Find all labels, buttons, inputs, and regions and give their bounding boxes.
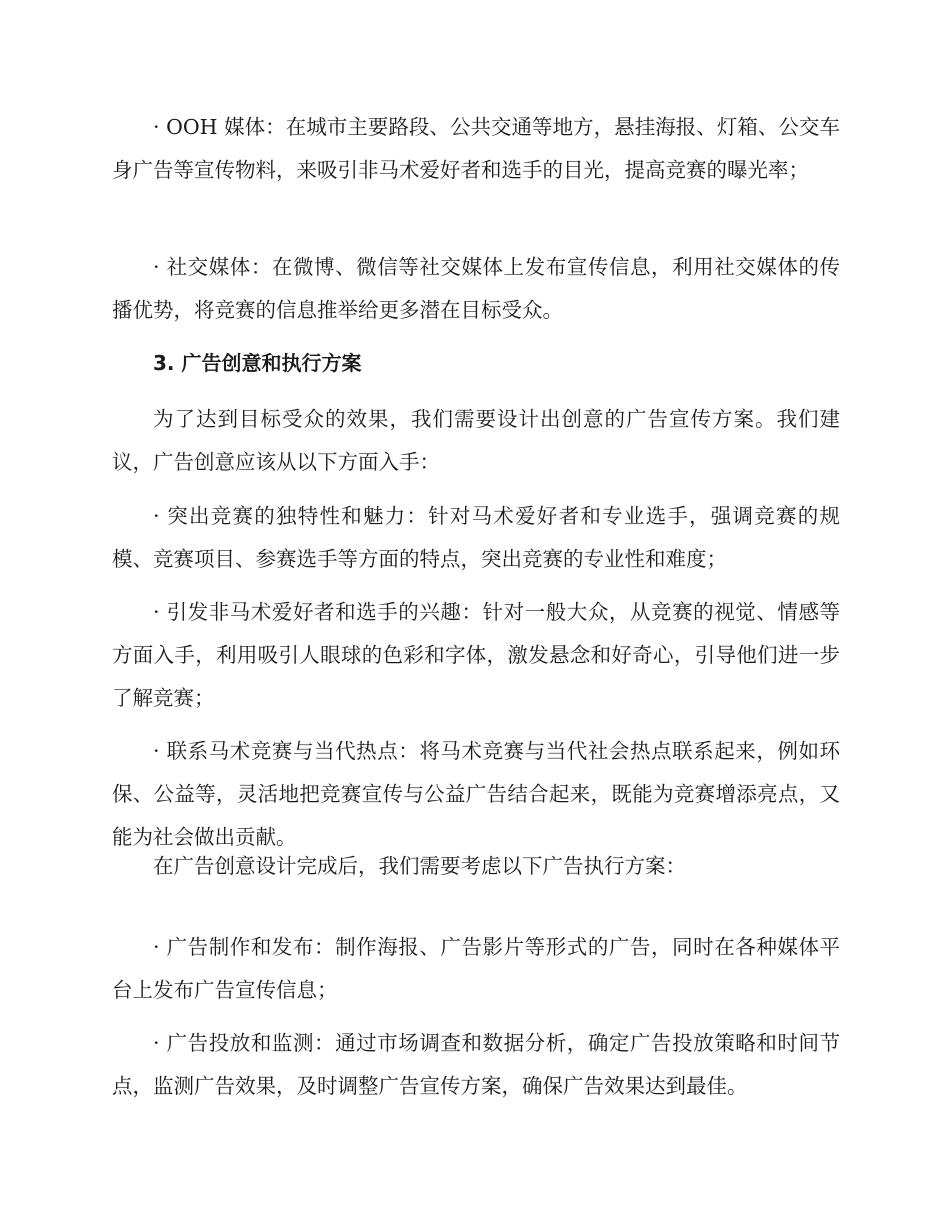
paragraph-social-media: · 社交媒体：在微博、微信等社交媒体上发布宣传信息，利用社交媒体的传播优势，将竞赛的信息推举给更多潜在目标受众。 [112, 255, 840, 322]
paragraph-interest: · 引发非马术爱好者和选手的兴趣：针对一般大众，从竞赛的视觉、情感等方面入手，利用吸引人眼球的色彩和字体，激发悬念和好奇心，引导他们进一步了解竞赛； [112, 600, 840, 710]
paragraph-production: · 广告制作和发布：制作海报、广告影片等形式的广告，同时在各种媒体平台上发布广告宣传信息； [112, 935, 840, 1002]
paragraph-hotspots: · 联系马术竞赛与当代热点：将马术竞赛与当代社会热点联系起来，例如环保、公益等，灵活地把竞赛宣传与公益广告结合起来，既能为竞赛增添亮点，又能为社会做出贡献。 [112, 739, 840, 849]
paragraph-execution-intro: 在广告创意设计完成后，我们需要考虑以下广告执行方案： [153, 854, 686, 878]
paragraph-ooh-media: · OOH 媒体：在城市主要路段、公共交通等地方，悬挂海报、灯箱、公交车身广告等宣传物料，来吸引非马术爱好者和选手的目光，提高竞赛的曝光率； [112, 115, 840, 182]
section-heading: 3. 广告创意和执行方案 [153, 351, 362, 375]
paragraph-monitoring: · 广告投放和监测：通过市场调查和数据分析，确定广告投放策略和时间节点，监测广告效果，及时调整广告宣传方案，确保广告效果达到最佳。 [112, 1031, 840, 1098]
paragraph-intro: 为了达到目标受众的效果，我们需要设计出创意的广告宣传方案。我们建议，广告创意应该从以下方面入手： [112, 407, 840, 474]
paragraph-uniqueness: · 突出竞赛的独特性和魅力：针对马术爱好者和专业选手，强调竞赛的规模、竞赛项目、参赛选手等方面的特点，突出竞赛的专业性和难度； [112, 504, 840, 571]
